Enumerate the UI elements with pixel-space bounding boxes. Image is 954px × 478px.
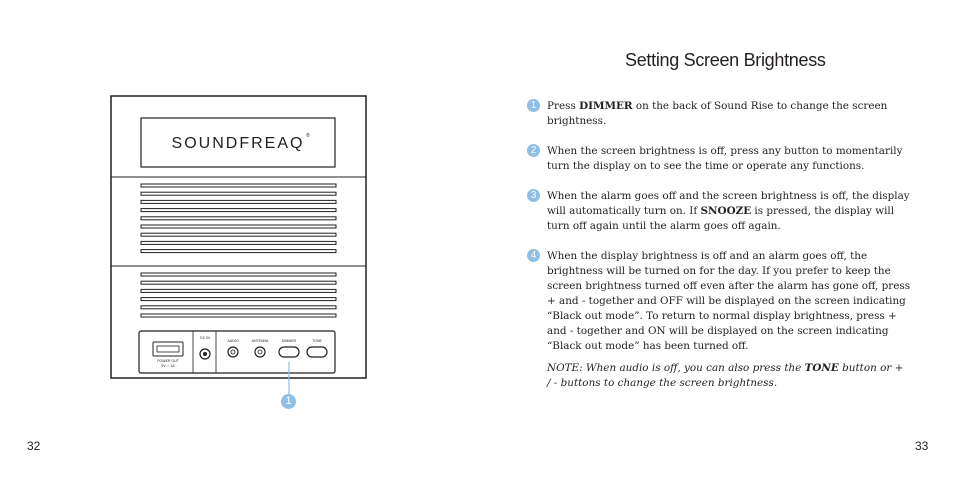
usb-port xyxy=(153,342,183,356)
dc-in-label: DC IN xyxy=(200,336,210,340)
speaker-grille-upper xyxy=(141,184,336,253)
dimmer-label: DIMMER xyxy=(281,339,297,343)
antenna-jack xyxy=(255,347,265,357)
speaker-grille-lower xyxy=(141,273,336,317)
grille-slot xyxy=(141,298,336,301)
callout-badge-1: 1 xyxy=(281,394,296,409)
dimmer-button xyxy=(279,347,299,357)
svg-text:®: ® xyxy=(306,133,310,139)
tone-label: TONE xyxy=(312,339,322,343)
grille-slot xyxy=(141,273,336,276)
step-3: 3 When the alarm goes off and the screen brightness is off, the display will automatically turn on. If SNOOZE is pressed, the display will turn off again until the alarm goes off again. xyxy=(527,189,912,234)
grille-slot xyxy=(141,209,336,212)
page-title: Setting Screen Brightness xyxy=(625,50,826,70)
grille-slot xyxy=(141,192,336,195)
step-1: 1 Press DIMMER on the back of Sound Rise to change the screen brightness. xyxy=(527,99,912,129)
grille-slot xyxy=(141,184,336,187)
brand-logo: SOUNDFREAQ xyxy=(171,135,305,152)
grille-slot xyxy=(141,200,336,203)
grille-slot xyxy=(141,281,336,284)
audio-label: AUDIO xyxy=(227,339,239,343)
page-number-left: 32 xyxy=(27,439,41,453)
grille-slot xyxy=(141,306,336,309)
note-text: NOTE: When audio is off, you can also press the TONE button or + / - buttons to change the screen brightness. xyxy=(547,362,904,389)
usb-power-out-label: POWER OUT xyxy=(157,359,179,363)
step-badge: 1 xyxy=(527,99,540,112)
audio-jack xyxy=(228,347,238,357)
grille-slot xyxy=(141,225,336,228)
antenna-label: ANTENNA xyxy=(251,339,269,343)
grille-slot xyxy=(141,250,336,253)
step-badge: 2 xyxy=(527,144,540,157)
step-2: 2 When the screen brightness is off, press any button to momentarily turn the display on to see the time or operate any functions. xyxy=(527,144,912,174)
tone-button xyxy=(307,347,327,357)
grille-slot xyxy=(141,217,336,220)
step-badge: 4 xyxy=(527,249,540,262)
grille-slot xyxy=(141,314,336,317)
step-badge: 3 xyxy=(527,189,540,202)
grille-slot xyxy=(141,241,336,244)
grille-slot xyxy=(141,289,336,292)
usb-rating-label: 5V ⎓ 1A xyxy=(161,364,175,368)
step-4: 4 When the display brightness is off and an alarm goes off, the brightness will be turned on for the day. If you prefer to keep the screen brightness turned off even after the alarm has gone off, press + and - together and OFF will be displayed on the screen indicating “Black out mode”. To return to normal display brightness, press + and - together and ON will be displayed on the screen indicating “Black out mode” has been turned off. xyxy=(527,249,912,354)
page-number-right: 33 xyxy=(915,439,929,453)
grille-slot xyxy=(141,233,336,236)
